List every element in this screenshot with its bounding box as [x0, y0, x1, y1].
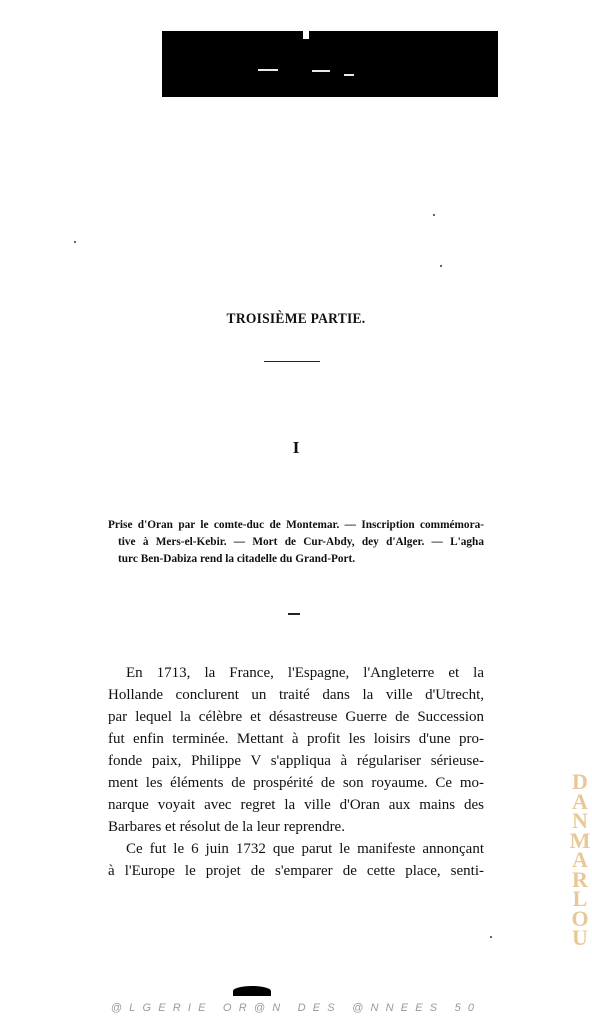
scan-speck [74, 241, 76, 243]
watermark-letter: N [572, 808, 588, 833]
body-line: ment les éléments de prospérité de son royaume. Ce mo- [108, 775, 484, 791]
summary-line: turc Ben-Dabiza rend la citadelle du Grand-Port. [118, 553, 356, 565]
summary-line: Prise d'Oran par le comte-duc de Montemar. — Inscription commémora- [108, 519, 484, 531]
watermark-letter: R [572, 866, 588, 892]
body-text [108, 662, 484, 882]
watermark-letter: D [572, 769, 588, 794]
chapter-summary [110, 517, 484, 568]
body-line: fonde paix, Philippe V s'appliqua à régulariser sérieuse- [108, 753, 484, 769]
scan-speck [440, 265, 442, 267]
side-watermark [566, 769, 592, 950]
watermark-letter: A [572, 847, 588, 872]
part-title: TROISIÈME PARTIE. [226, 311, 366, 327]
watermark-letter: U [572, 925, 588, 950]
bottom-watermark: @LGERIE OR@N DES @NNEES 50 [110, 1002, 482, 1014]
chapter-number: I [292, 438, 300, 457]
body-line: à l'Europe le projet de s'emparer de cette place, senti- [108, 863, 484, 879]
body-line: par lequel la célèbre et désastreuse Guerre de Succession [108, 709, 484, 725]
header-smear [312, 70, 330, 72]
watermark-letter: L [572, 886, 588, 911]
header-smear [258, 69, 278, 71]
scan-header-blackout [162, 31, 498, 97]
body-line: En 1713, la France, l'Espagne, l'Angleterre et la [126, 665, 484, 681]
body-line: narque voyait avec regret la ville d'Oran aux mains des [108, 797, 484, 813]
summary-line: tive à Mers-el-Kebir. — Mort de Cur-Abdy, dey d'Alger. — L'agha [118, 536, 484, 548]
scan-blob [233, 986, 271, 996]
watermark-letter: O [571, 905, 589, 931]
body-line: fut enfin terminée. Mettant à profit les loisirs d'une pro- [108, 731, 484, 747]
body-line: Barbares et résolut de la leur reprendre. [108, 819, 345, 835]
scan-speck [490, 936, 492, 938]
section-dash [288, 613, 300, 615]
body-line: Ce fut le 6 juin 1732 que parut le manifeste annonçant [126, 841, 484, 857]
watermark-letter: A [572, 788, 588, 814]
scan-speck [433, 214, 435, 216]
header-smear [344, 74, 354, 76]
body-line: Hollande conclurent un traité dans la ville d'Utrecht, [108, 687, 484, 703]
header-notch [303, 31, 309, 39]
watermark-letter: M [569, 827, 591, 853]
title-rule [264, 361, 320, 362]
